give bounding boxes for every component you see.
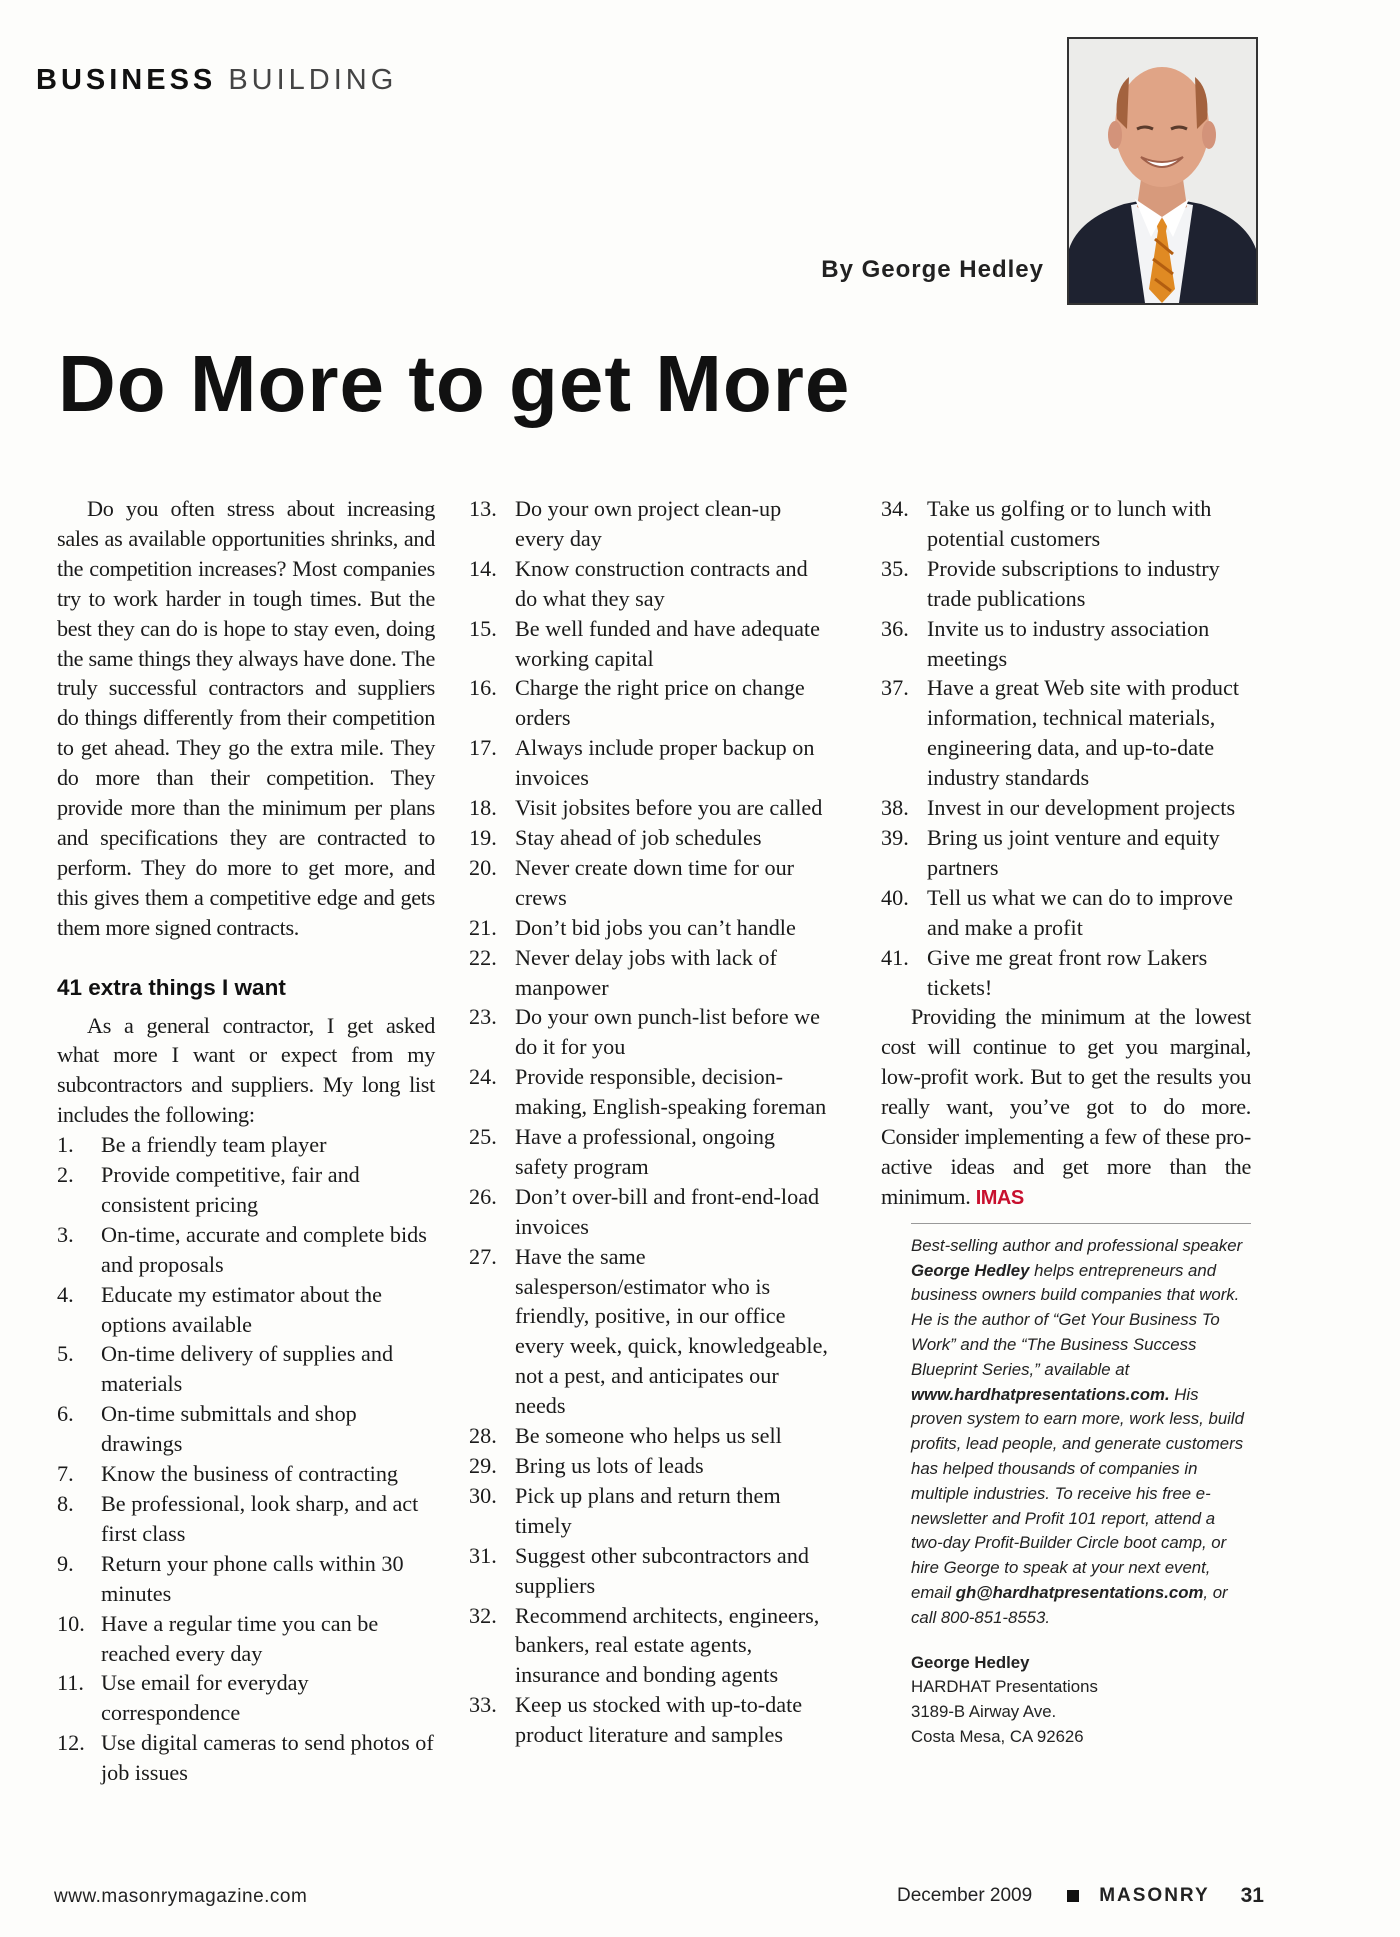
list-item-number: 17. bbox=[469, 735, 497, 761]
list-item bbox=[469, 673, 829, 733]
footer-magazine: MASONRY bbox=[1099, 1885, 1210, 1906]
list-item-number: 35. bbox=[881, 555, 909, 581]
list-item-text: Recommend architects, engineers, bankers, real estate agents, insurance and bonding agents bbox=[515, 1602, 820, 1688]
section-header-bold: BUSINESS bbox=[36, 64, 217, 96]
list-item-text: Be professional, look sharp, and act first class bbox=[101, 1491, 419, 1546]
list-item-text: Return your phone calls within 30 minutes bbox=[101, 1550, 404, 1606]
list-item bbox=[57, 1130, 435, 1160]
list-item-number: 16. bbox=[469, 675, 497, 701]
list-item-number: 36. bbox=[881, 615, 909, 641]
list-item-text: Be well funded and have adequate working capital bbox=[515, 615, 820, 671]
list-item-text: Do your own project clean-up every day bbox=[515, 496, 782, 551]
list-item-text: Have a regular time you can be reached every day bbox=[101, 1610, 379, 1666]
list-item-text: Give me great front row Lakers tickets! bbox=[927, 944, 1208, 1000]
bio-email: gh@hardhatpresentations.com bbox=[955, 1582, 1204, 1602]
list-item-text: On-time, accurate and complete bids and proposals bbox=[101, 1221, 427, 1277]
list-item-text: Stay ahead of job schedules bbox=[515, 824, 762, 850]
list-item bbox=[57, 1399, 435, 1459]
list-item-number: 15. bbox=[469, 615, 497, 641]
list-item-text: Provide competitive, fair and consistent pricing bbox=[101, 1162, 360, 1217]
contact-street: 3189-B Airway Ave. bbox=[911, 1702, 1057, 1722]
list-item bbox=[469, 1690, 829, 1750]
page-title: Do More to get More bbox=[58, 339, 851, 428]
list-item bbox=[57, 1339, 435, 1399]
list-item bbox=[469, 614, 829, 674]
list-item bbox=[469, 1601, 829, 1691]
list-item-number: 1. bbox=[57, 1132, 74, 1158]
list-item bbox=[469, 1541, 829, 1601]
list-item-number: 3. bbox=[57, 1221, 74, 1247]
bio-text-3: His proven system to earn more, work less, build profits, lead people, and generate customers has helped thousands of companies in multiple industries. To receive his free e-newsletter and Profit 101 report, attend a two-day Profit-Builder Circle boot camp, or hire George to speak at your next event, email bbox=[911, 1384, 1244, 1602]
list-item-number: 21. bbox=[469, 914, 497, 940]
list-item-text: Always include proper backup on invoices bbox=[515, 735, 815, 791]
list-item bbox=[881, 883, 1251, 943]
contact-city: Costa Mesa, CA 92626 bbox=[911, 1726, 1084, 1746]
list-item-text: Visit jobsites before you are called bbox=[515, 795, 823, 821]
list-item-number: 5. bbox=[57, 1341, 74, 1367]
intro-paragraph: Do you often stress about increasing sales as available opportunities shrinks, and the competition increases? Most companies try to work harder in tough times. But the best they can do is hope to stay even, doing the same things they always have done. The truly successful contractors and suppliers do things differently from their competition to get ahead. They go the extra mile. They do more than their competition. They provide more than the minimum per plans and specifications they are contracted to perform. They do more to get more, and this gives them a competitive edge and gets them more signed contracts. bbox=[57, 496, 435, 940]
list-item-number: 20. bbox=[469, 854, 497, 880]
column-1 bbox=[57, 494, 435, 1788]
footer-date: December 2009 bbox=[897, 1885, 1033, 1906]
subhead: 41 extra things I want bbox=[57, 974, 286, 1000]
list-item-number: 2. bbox=[57, 1162, 74, 1188]
list-item-number: 9. bbox=[57, 1550, 74, 1576]
list-item bbox=[469, 494, 829, 554]
list-item-number: 12. bbox=[57, 1730, 85, 1756]
list-item-text: Bring us lots of leads bbox=[515, 1453, 704, 1478]
bio-text-4: , or call 800-851-8553. bbox=[911, 1582, 1228, 1627]
list-part-2 bbox=[469, 494, 829, 1750]
list-item bbox=[469, 1182, 829, 1242]
footer-url: www.masonrymagazine.com bbox=[54, 1886, 308, 1907]
list-item-text: Invest in our development projects bbox=[927, 795, 1236, 821]
bio-text-2: helps entrepreneurs and business owners build companies that work. He is the author of “Get Your Business To Work” and the “The Business Success Blueprint Series,” available at bbox=[911, 1260, 1240, 1379]
bio-divider bbox=[911, 1223, 1251, 1224]
list-item bbox=[881, 943, 1251, 1003]
list-item-text: Know construction contracts and do what they say bbox=[515, 555, 808, 611]
list-item-number: 38. bbox=[881, 795, 909, 821]
list-item-text: Provide subscriptions to industry trade publications bbox=[927, 555, 1220, 611]
list-item-number: 39. bbox=[881, 824, 909, 850]
list-item-text: Use digital cameras to send photos of job issues bbox=[101, 1730, 434, 1786]
list-item-text: Do your own punch-list before we do it for you bbox=[515, 1004, 821, 1060]
page-number: 31 bbox=[1240, 1884, 1264, 1907]
list-item-number: 10. bbox=[57, 1610, 85, 1636]
list-item-number: 24. bbox=[469, 1064, 497, 1090]
list-item bbox=[881, 673, 1251, 793]
list-item-text: Have a great Web site with product information, technical materials, engineering data, and up-to-date industry standards bbox=[927, 675, 1240, 791]
list-item-text: Charge the right price on change orders bbox=[515, 675, 805, 731]
list-item bbox=[469, 733, 829, 793]
list-item-text: Provide responsible, decision-making, English-speaking foreman bbox=[515, 1064, 827, 1120]
list-item-text: Invite us to industry association meetings bbox=[927, 615, 1210, 671]
list-item bbox=[469, 943, 829, 1003]
list-item-number: 26. bbox=[469, 1183, 497, 1209]
list-item-text: Don’t over-bill and front-end-load invoices bbox=[515, 1183, 820, 1239]
bio-author-name: George Hedley bbox=[911, 1260, 1030, 1280]
list-item-number: 11. bbox=[57, 1670, 84, 1696]
list-item bbox=[57, 1609, 435, 1669]
list-item bbox=[469, 1451, 829, 1481]
list-item-text: Be a friendly team player bbox=[101, 1132, 327, 1158]
list-item-text: Pick up plans and return them timely bbox=[515, 1482, 781, 1538]
list-item bbox=[57, 1280, 435, 1340]
list-item bbox=[469, 1481, 829, 1541]
section-header bbox=[36, 64, 397, 97]
list-item-number: 31. bbox=[469, 1542, 497, 1568]
contact-name: George Hedley bbox=[911, 1652, 1030, 1672]
list-item-text: On-time delivery of supplies and materials bbox=[101, 1341, 394, 1397]
list-item-number: 6. bbox=[57, 1401, 74, 1427]
list-item-text: Suggest other subcontractors and suppliers bbox=[515, 1542, 809, 1598]
byline: By George Hedley bbox=[821, 256, 1044, 283]
list-item bbox=[469, 823, 829, 853]
list-item-number: 14. bbox=[469, 555, 497, 581]
contact-block bbox=[911, 1651, 1251, 1750]
list-item-number: 18. bbox=[469, 795, 497, 821]
list-item bbox=[469, 554, 829, 614]
list-item-number: 22. bbox=[469, 944, 497, 970]
list-item bbox=[469, 1421, 829, 1451]
list-item bbox=[469, 793, 829, 823]
footer-info bbox=[897, 1884, 1264, 1908]
list-item-text: Be someone who helps us sell bbox=[515, 1423, 782, 1449]
end-mark: IMAS bbox=[975, 1186, 1024, 1209]
list-item-number: 30. bbox=[469, 1482, 497, 1508]
column-2 bbox=[469, 494, 829, 1750]
list-item-number: 33. bbox=[469, 1692, 497, 1718]
author-photo bbox=[1067, 37, 1258, 305]
list-item bbox=[57, 1160, 435, 1220]
list-item bbox=[57, 1728, 435, 1788]
list-item-number: 28. bbox=[469, 1423, 497, 1449]
list-part-1 bbox=[57, 1130, 435, 1788]
list-item-text: Have a professional, ongoing safety program bbox=[515, 1124, 776, 1179]
list-item bbox=[57, 1549, 435, 1609]
list-item bbox=[469, 1122, 829, 1182]
list-item bbox=[57, 1668, 435, 1728]
list-item-number: 25. bbox=[469, 1124, 497, 1150]
list-item-text: Tell us what we can do to improve and make a profit bbox=[927, 884, 1233, 940]
square-bullet-icon bbox=[1067, 1890, 1079, 1902]
list-item bbox=[881, 494, 1251, 554]
section-header-light: BUILDING bbox=[228, 64, 398, 96]
list-item-text: Educate my estimator about the options available bbox=[101, 1281, 382, 1337]
list-item-text: Take us golfing or to lunch with potential customers bbox=[927, 496, 1212, 551]
list-item-number: 27. bbox=[469, 1243, 497, 1269]
list-item-text: Keep us stocked with up-to-date product literature and samples bbox=[515, 1692, 803, 1748]
contact-company: HARDHAT Presentations bbox=[911, 1677, 1098, 1697]
list-item bbox=[469, 1062, 829, 1122]
list-item-number: 32. bbox=[469, 1602, 497, 1628]
list-item-text: Know the business of contracting bbox=[101, 1461, 399, 1487]
list-item bbox=[881, 554, 1251, 614]
list-item-number: 8. bbox=[57, 1491, 74, 1516]
list-item bbox=[469, 1002, 829, 1062]
list-item-text: Don’t bid jobs you can’t handle bbox=[515, 914, 796, 940]
list-item-text: Never create down time for our crews bbox=[515, 854, 795, 910]
list-item-number: 40. bbox=[881, 884, 909, 910]
closing-paragraph bbox=[881, 1002, 1251, 1213]
list-item bbox=[881, 793, 1251, 823]
list-item-number: 19. bbox=[469, 824, 497, 850]
list-item bbox=[57, 1489, 435, 1549]
closing-text: Providing the minimum at the lowest cost will continue to get you marginal, low-profit work. But to get the results you really want, you’ve got to do more. Consider implementing a few of these pro-active ideas and get more than the minimum. bbox=[881, 1004, 1251, 1209]
column-3 bbox=[881, 494, 1251, 1750]
list-item-text: Have the same salesperson/estimator who is friendly, positive, in our office every week, quick, knowledgeable, not a pest, and anticipates our needs bbox=[515, 1243, 828, 1419]
list-item-number: 37. bbox=[881, 675, 909, 701]
list-item bbox=[469, 853, 829, 913]
list-item bbox=[881, 614, 1251, 674]
list-item bbox=[57, 1459, 435, 1489]
author-bio bbox=[911, 1234, 1251, 1631]
list-item-text: On-time submittals and shop drawings bbox=[101, 1401, 357, 1457]
bio-text-1: Best-selling author and professional speaker bbox=[911, 1235, 1243, 1255]
list-item-text: Bring us joint venture and equity partners bbox=[927, 824, 1220, 880]
list-item-number: 34. bbox=[881, 496, 909, 521]
list-item-number: 7. bbox=[57, 1461, 74, 1487]
list-item-number: 41. bbox=[881, 944, 909, 970]
list-item bbox=[57, 1220, 435, 1280]
bio-website: www.hardhatpresentations.com. bbox=[911, 1384, 1170, 1404]
list-part-3 bbox=[881, 494, 1251, 1002]
list-item-text: Never delay jobs with lack of manpower bbox=[515, 944, 777, 1000]
list-item-number: 4. bbox=[57, 1281, 74, 1307]
author-portrait-icon bbox=[1069, 39, 1256, 303]
list-intro-paragraph: As a general contractor, I get asked what more I want or expect from my subcontractors and suppliers. My long list includes the following: bbox=[57, 1012, 435, 1128]
list-item-text: Use email for everyday correspondence bbox=[101, 1670, 309, 1726]
list-item-number: 29. bbox=[469, 1453, 497, 1478]
list-item bbox=[469, 913, 829, 943]
list-item bbox=[881, 823, 1251, 883]
list-item-number: 13. bbox=[469, 496, 497, 521]
list-item bbox=[469, 1242, 829, 1421]
list-item-number: 23. bbox=[469, 1004, 497, 1030]
